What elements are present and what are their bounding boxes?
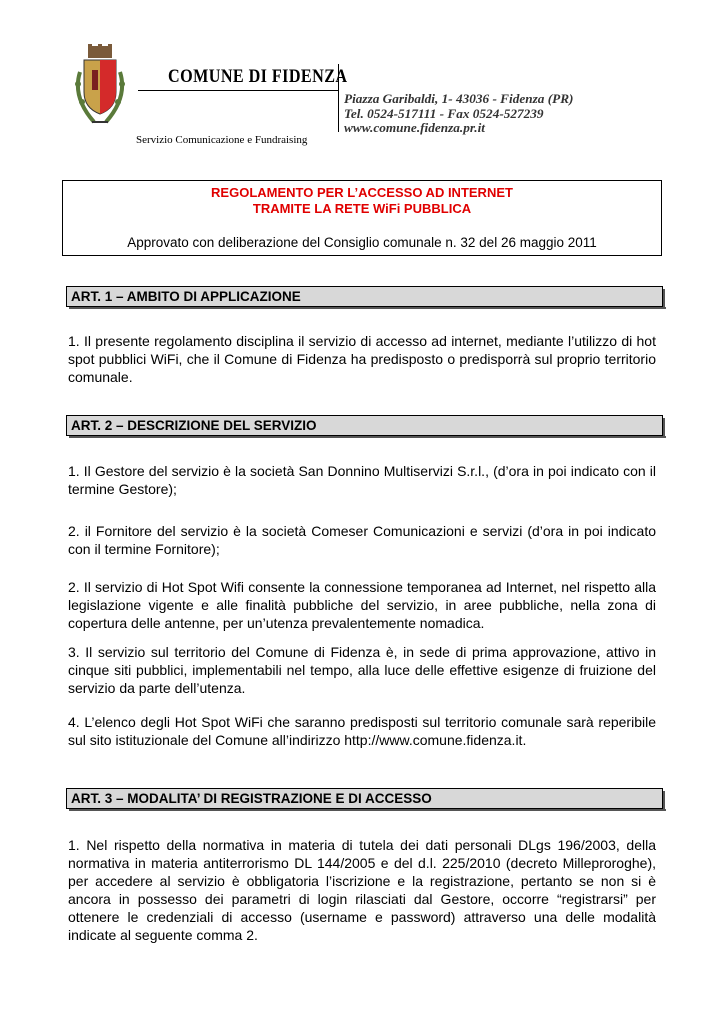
title-box bbox=[62, 180, 662, 256]
article-2-paragraph-1: 1. Il Gestore del servizio è la società San Donnino Multiservizi S.r.l., (d’ora in poi indicato con il termine Gestore); bbox=[68, 463, 656, 497]
letterhead-divider bbox=[138, 90, 338, 91]
municipal-crest-icon bbox=[70, 42, 130, 128]
article-2-paragraph-3: 2. Il servizio di Hot Spot Wifi consente la connessione temporanea ad Internet, nel rispetto alla legislazione vigente e alle finalità pubbliche del servizio, in aree pubbliche, nella zona di copertura delle antenne, per un’utenza prevalentemente nomadica. bbox=[68, 579, 656, 631]
department-name: Servizio Comunicazione e Fundraising bbox=[136, 134, 308, 146]
phone-fax-line: Tel. 0524-517111 - Fax 0524-527239 bbox=[344, 106, 544, 121]
article-2-paragraph-5: 4. L’elenco degli Hot Spot WiFi che saranno predisposti sul territorio comunale sarà reperibile sul sito istituzionale del Comune all’indirizzo http://www.comune.fidenza.it. bbox=[68, 714, 656, 748]
document-title: REGOLAMENTO PER L’ACCESSO AD INTERNET bbox=[211, 185, 513, 200]
letterhead-vertical-divider bbox=[338, 64, 339, 132]
article-3-paragraph-1: 1. Nel rispetto della normativa in materia di tutela dei dati personali DLgs 196/2003, della normativa in materia antiterrorismo DL 144/2005 e del d.l. 225/2010 (decreto Milleproroghe), per accedere al servizio è obbligatoria l’iscrizione e la registrazione, pertanto se non si è ancora in possesso dei parametri di login rilasciati dal Gestore, occorre “registrarsi” per ottenere le credenziali di accesso (username e password) attraverso una delle modalità indicate al seguente comma 2. bbox=[68, 837, 656, 943]
article-1-paragraph-1: 1. Il presente regolamento disciplina il servizio di accesso ad internet, mediante l’utilizzo di hot spot pubblici WiFi, che il Comune di Fidenza ha predisposto o predisporrà sul proprio territorio comunale. bbox=[68, 333, 656, 385]
article-2-paragraph-4: 3. Il servizio sul territorio del Comune di Fidenza è, in sede di prima approvazione, attivo in cinque siti pubblici, implementabili nel tempo, alla luce delle effettive esigenze di fruizione del servizio da parte dell’utenza. bbox=[68, 644, 656, 696]
document-subtitle: TRAMITE LA RETE WiFi PUBBLICA bbox=[252, 201, 472, 216]
organization-name: COMUNE DI FIDENZA bbox=[168, 66, 348, 87]
article-2-paragraph-2: 2. il Fornitore del servizio è la società Comeser Comunicazioni e servizi (d’ora in poi indicato con il termine Fornitore); bbox=[68, 523, 656, 557]
address-line: Piazza Garibaldi, 1- 43036 - Fidenza (PR) bbox=[344, 91, 574, 106]
approval-note: Approvato con deliberazione del Consiglio comunale n. 32 del 26 maggio 2011 bbox=[127, 235, 597, 250]
article-1-heading: ART. 1 – AMBITO DI APPLICAZIONE bbox=[66, 286, 663, 307]
website-line: www.comune.fidenza.pr.it bbox=[344, 120, 485, 135]
article-3-heading: ART. 3 – MODALITA’ DI REGISTRAZIONE E DI ACCESSO bbox=[66, 788, 663, 809]
article-2-heading: ART. 2 – DESCRIZIONE DEL SERVIZIO bbox=[66, 415, 663, 436]
